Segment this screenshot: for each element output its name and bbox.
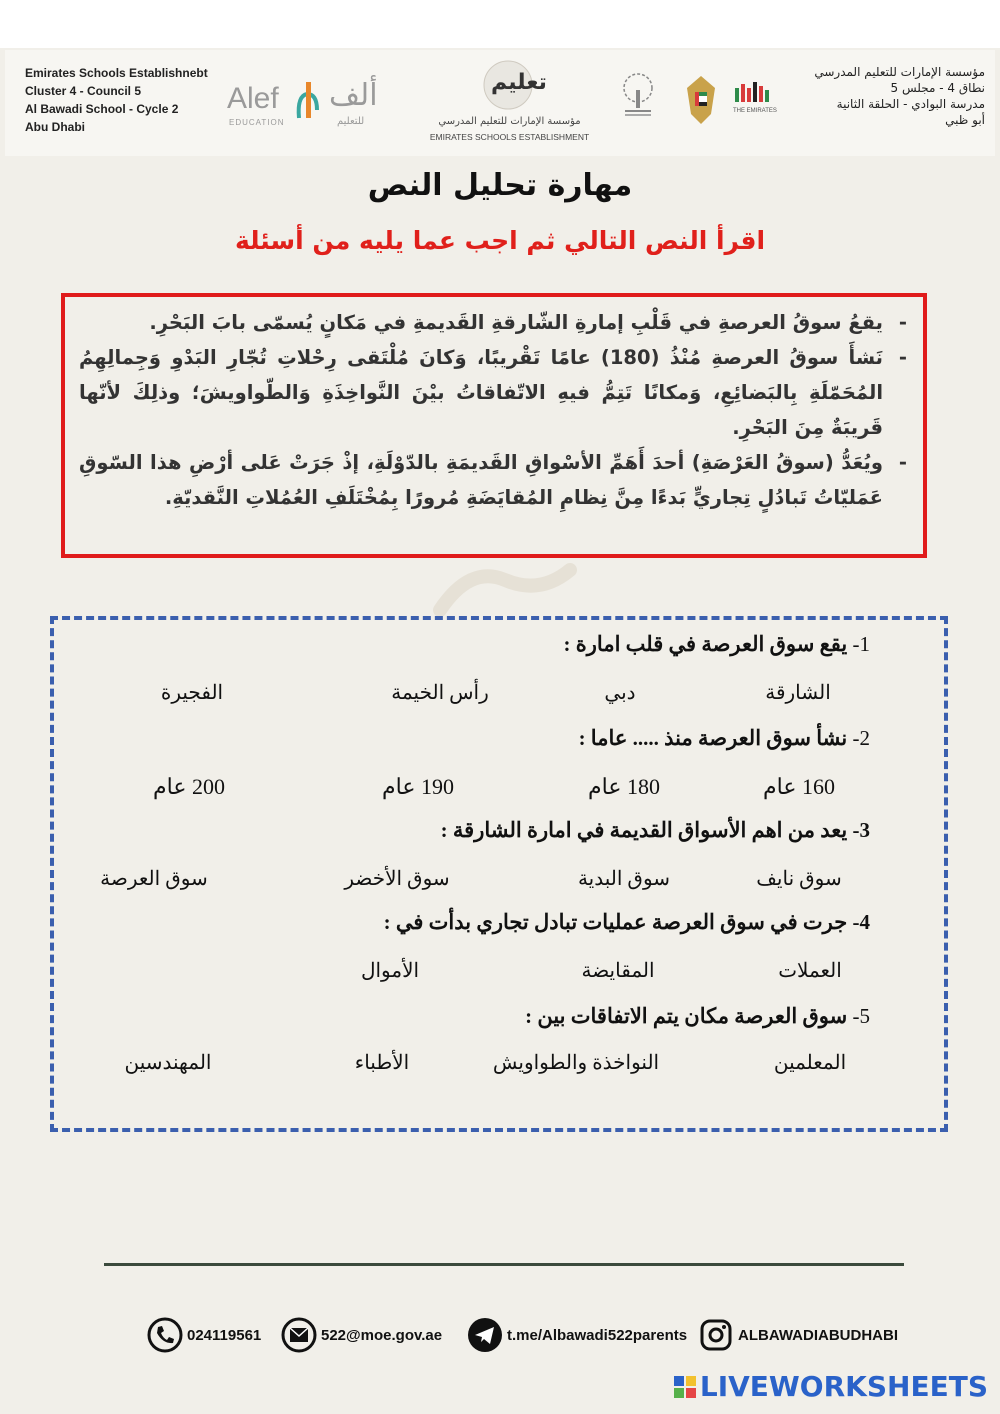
taleem-logo-english: EMIRATES SCHOOLS ESTABLISHMENT: [429, 132, 590, 142]
answer-option[interactable]: الأموال: [360, 960, 420, 982]
answer-option[interactable]: الأطباء: [354, 1052, 410, 1074]
question-5: [525, 1004, 870, 1029]
question-text: يعد من اهم الأسواق القديمة في امارة الشارقة :: [440, 818, 848, 842]
telegram-link: t.me/Albawadi522parents: [507, 1326, 688, 1344]
taleem-logo-word: تعليم: [491, 70, 547, 95]
tree-emblem-icon: [617, 70, 659, 120]
alef-logo-text: Alef: [227, 82, 279, 115]
header-arabic-info: [814, 64, 985, 128]
email-address: 522@moe.gov.ae: [321, 1326, 443, 1344]
question-4: [384, 910, 870, 935]
instagram-contact[interactable]: [698, 1317, 898, 1353]
answer-option[interactable]: النواخذة والطواويش: [492, 1052, 660, 1074]
emirates-logo-text: THE EMIRATES: [733, 108, 777, 114]
answer-option[interactable]: الشارقة: [765, 682, 831, 704]
page-title: مهارة تحليل النص: [367, 168, 633, 203]
answer-option[interactable]: 190 عام: [382, 774, 454, 799]
passage-paragraph: - يقعُ سوقُ العرصةِ في قَلْبِ إمارةِ الشّارقةِ القَديمةِ في مَكانٍ يُسمّى بابَ البَحْرِ.: [79, 305, 909, 340]
header-line: Emirates Schools Establishnebt: [25, 66, 208, 80]
question-3: [441, 818, 870, 843]
answer-option[interactable]: المهندسين: [124, 1052, 212, 1074]
questions-box: [50, 616, 948, 1132]
answer-option[interactable]: سوق الأخضر: [344, 868, 450, 890]
uae-falcon-emblem-icon: [681, 74, 721, 126]
answer-option[interactable]: العملات: [778, 960, 842, 982]
school-header: [5, 50, 995, 156]
the-emirates-logo: [733, 78, 781, 124]
top-margin: [0, 0, 1000, 48]
question-2: [579, 726, 870, 751]
instructions: اقرأ النص التالي ثم اجب عما يليه من أسئلة: [234, 226, 766, 255]
passage-list: [79, 305, 909, 515]
answer-option[interactable]: سوق العرصة: [100, 868, 208, 890]
taleem-logo-arabic: مؤسسة الإمارات للتعليم المدرسي: [438, 116, 581, 127]
email-contact[interactable]: [281, 1317, 442, 1353]
phone-contact[interactable]: [147, 1317, 261, 1353]
question-number: 3-: [852, 818, 870, 842]
question-text: سوق العرصة مكان يتم الاتفاقات بين :: [525, 1004, 848, 1028]
answer-option[interactable]: سوق نايف: [756, 868, 842, 890]
answer-option[interactable]: 200 عام: [153, 774, 225, 799]
emirates-bars-icon: [733, 78, 773, 104]
background-watermark: [430, 560, 580, 620]
question-1: [564, 632, 870, 657]
question-number: 4-: [852, 910, 870, 934]
instagram-handle: ALBAWADIABUDHABI: [738, 1326, 898, 1344]
answer-option[interactable]: 160 عام: [763, 774, 835, 799]
instagram-icon: [698, 1317, 734, 1353]
question-text: جرت في سوق العرصة عمليات تبادل تجاري بدأت في :: [383, 910, 848, 934]
answer-option[interactable]: الفجيرة: [160, 682, 224, 704]
header-line: مدرسة البوادي - الحلقة الثانية: [836, 97, 985, 111]
footer-divider: [104, 1263, 904, 1266]
question-number: 1-: [852, 632, 870, 656]
question-number: 5-: [852, 1004, 870, 1028]
passage-paragraph: - ويُعَدُّ (سوقُ العَرْصَةِ) أحدَ أَهَمِّ الأسْواقِ القَديمَةِ بالدّوْلَةِ، إذْ جَرَتْ عَلى أرْضِ هذا السّوقِ عَمَليّاتُ تَبادُلٍ تِجاريٍّ بَدءًا مِنَّ نِظامِ المُقايَضَةِ مُرورًا بِمُخْتَلَفِ العُمُلاتِ النَّقديّةِ.: [79, 445, 909, 515]
answer-option[interactable]: المقايضة: [581, 960, 655, 982]
alef-logo-arabic-sub: للتعليم: [337, 116, 365, 127]
alef-logo-arabic: ألف: [329, 78, 378, 113]
question-text: يقع سوق العرصة في قلب امارة :: [563, 632, 848, 656]
phone-number: 024119561: [187, 1326, 262, 1344]
question-text: نشأ سوق العرصة منذ ..... عاما :: [578, 726, 848, 750]
header-line: Cluster 4 - Council 5: [25, 84, 142, 98]
alef-education-logo: [227, 78, 397, 138]
reading-passage: [61, 293, 927, 558]
header-english-info: [25, 64, 208, 136]
brand-live: LIVE: [699, 1370, 769, 1403]
passage-paragraph: - نَشأَ سوقُ العرصةِ مُنْذُ (180) عامًا تَقْريبًا، وَكانَ مُلْتَقى رِحْلاتِ تُجّارِ البَدْوِ وَجِمالِهِمُ المُحَمّلَةِ بِالبَضائِعِ، وَمكانًا تَتِمُّ فيهِ الاتّفاقاتُ بيْنَ النَّواخِذَةِ وَالطّواويشَ؛ وذلِكَ لأنّها قَريبَةٌ مِنَ البَحْرِ.: [79, 340, 909, 445]
answer-option[interactable]: رأس الخيمة: [391, 682, 489, 704]
answer-option[interactable]: سوق البدية: [577, 868, 671, 890]
telegram-contact[interactable]: [467, 1317, 687, 1353]
header-line: مؤسسة الإمارات للتعليم المدرسي: [814, 65, 985, 79]
phone-icon: [147, 1317, 183, 1353]
header-line: نطاق 4 - مجلس 5: [890, 81, 985, 95]
liveworksheets-logo-icon: [674, 1376, 696, 1398]
alef-logo-sub: EDUCATION: [229, 118, 285, 127]
alef-mark-icon: [293, 80, 323, 122]
liveworksheets-brand[interactable]: [674, 1370, 988, 1403]
envelope-icon: [281, 1317, 317, 1353]
answer-option[interactable]: المعلمين: [773, 1052, 847, 1074]
header-line: أبو ظبي: [945, 113, 985, 127]
question-number: 2-: [852, 726, 870, 750]
emirates-schools-establishment-logo: [417, 58, 602, 150]
header-line: Abu Dhabi: [25, 120, 85, 134]
telegram-icon: [467, 1317, 503, 1353]
brand-worksheets: WORKSHEETS: [768, 1370, 988, 1403]
header-line: Al Bawadi School - Cycle 2: [25, 102, 179, 116]
answer-option[interactable]: 180 عام: [588, 774, 660, 799]
answer-option[interactable]: دبي: [604, 682, 636, 704]
